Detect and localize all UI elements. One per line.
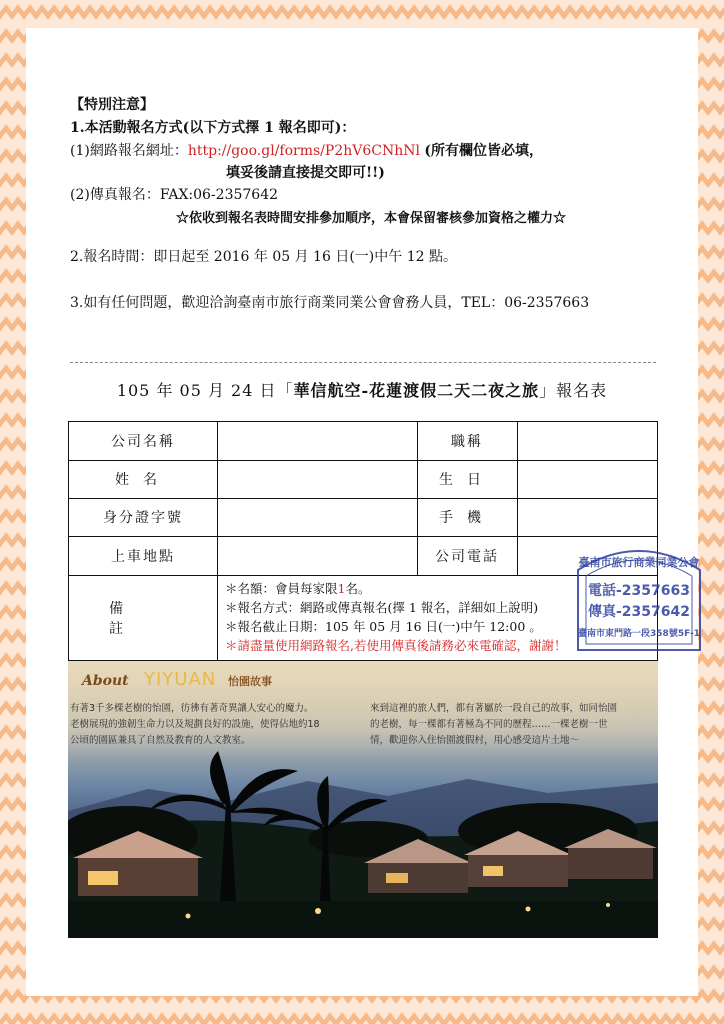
stamp-phone: 電話-2357663 <box>588 583 690 599</box>
remark-quota <box>225 579 370 597</box>
left-text-line: 公頃的園區兼具了自然及教育的人文教室。 <box>70 735 251 746</box>
form-title-prefix: 105 年 05 月 24 日「 <box>116 381 294 400</box>
label-name: 姓名 <box>115 472 171 488</box>
notice-online-line <box>70 140 543 160</box>
right-text-line: 的老樹，每一棵都有著極為不同的歷程……一棵老樹一世 <box>370 719 608 730</box>
remark-method: ＊報名方式：網路或傳真報名(擇 1 報名，詳細如上說明) <box>225 600 539 615</box>
boarding-field[interactable] <box>218 536 416 575</box>
priority-note: ☆依收到報名表時間安排參加順序，本會保留審核參加資格之權力☆ <box>176 211 567 226</box>
online-signup-link[interactable]: http://goo.gl/forms/P2hV6CNhNl <box>187 143 420 159</box>
notice-item-1 <box>70 117 355 137</box>
form-title-suffix: 」報名表 <box>539 381 608 400</box>
mobile-field[interactable] <box>518 498 656 536</box>
official-stamp <box>568 540 710 670</box>
notice-heading: 【特別注意】 <box>70 97 154 113</box>
left-text-line: 有著3千多棵老樹的怡園，彷彿有著奇異讓人安心的魔力。 <box>70 703 314 714</box>
birthday-field[interactable] <box>518 460 656 498</box>
fax-signup: (2)傳真報名：FAX:06-2357642 <box>70 187 279 203</box>
right-text-line: 來到這裡的旅人們，都有著屬於一段自己的故事，如同怡園 <box>370 703 618 714</box>
online-note-2: 填妥後請直接提交即可!!) <box>226 165 385 181</box>
label-company-phone: 公司電話 <box>435 548 499 565</box>
remark-quota-num: 1 <box>337 581 346 596</box>
left-text-line: 老樹展現的強韌生命力以及規劃良好的設施，使得佔地約18 <box>70 719 320 730</box>
divider <box>70 362 656 363</box>
label-remarks: 備註 <box>109 600 169 637</box>
label-birthday: 生日 <box>439 472 495 488</box>
col-divider-remarks <box>217 575 218 660</box>
label-boarding: 上車地點 <box>111 548 175 565</box>
form-title-event: 華信航空-花蓮渡假二天二夜之旅 <box>293 381 540 400</box>
notice-item-1-title: 1.本活動報名方式(以下方式擇 1 報名即可)： <box>70 120 356 136</box>
company-name-field[interactable] <box>218 422 416 460</box>
yiyuan-subtitle: 怡園故事 <box>228 675 272 688</box>
stamp-address: 臺南市東門路一段358號5F-1 <box>578 629 700 639</box>
about-label: About <box>82 673 129 689</box>
label-job-title: 職稱 <box>451 434 483 450</box>
label-id-number: 身分證字號 <box>103 510 183 526</box>
online-prefix: (1)網路報名網址： <box>70 143 188 159</box>
notice-item-2: 2.報名時間：即日起至 2016 年 05 月 16 日(一)中午 12 點。 <box>70 249 457 265</box>
name-field[interactable] <box>218 460 416 498</box>
brand-yiyuan: YIYUAN <box>144 669 217 690</box>
remark-quota-suffix: 名。 <box>345 581 371 596</box>
form-title <box>0 378 724 401</box>
right-text-line: 情，歡迎你入住怡園渡假村，用心感受這片土地～ <box>370 735 580 746</box>
yiyuan-left-text <box>70 701 320 749</box>
stamp-fax: 傳真-2357642 <box>588 604 690 620</box>
yiyuan-banner <box>68 661 658 938</box>
remark-deadline: ＊報名截止日期：105 年 05 月 16 日(一)中午 12:00 。 <box>225 619 542 634</box>
stamp-org: 臺南市旅行商業同業公會 <box>578 556 700 569</box>
label-company-name: 公司名稱 <box>111 434 175 450</box>
job-title-field[interactable] <box>518 422 656 460</box>
yiyuan-right-text <box>370 701 617 749</box>
online-note: (所有欄位皆必填， <box>424 143 544 159</box>
id-number-field[interactable] <box>218 498 416 536</box>
notice-item-3: 3.如有任何問題，歡迎洽詢臺南市旅行商業同業公會會務人員，TEL：06-2357663 <box>70 295 590 311</box>
remark-confirm: ＊請盡量使用網路報名,若使用傳真後請務必來電確認，謝謝！ <box>225 638 567 653</box>
remark-quota-prefix: ＊名額：會員每家限 <box>225 581 338 596</box>
label-mobile: 手機 <box>439 510 495 526</box>
